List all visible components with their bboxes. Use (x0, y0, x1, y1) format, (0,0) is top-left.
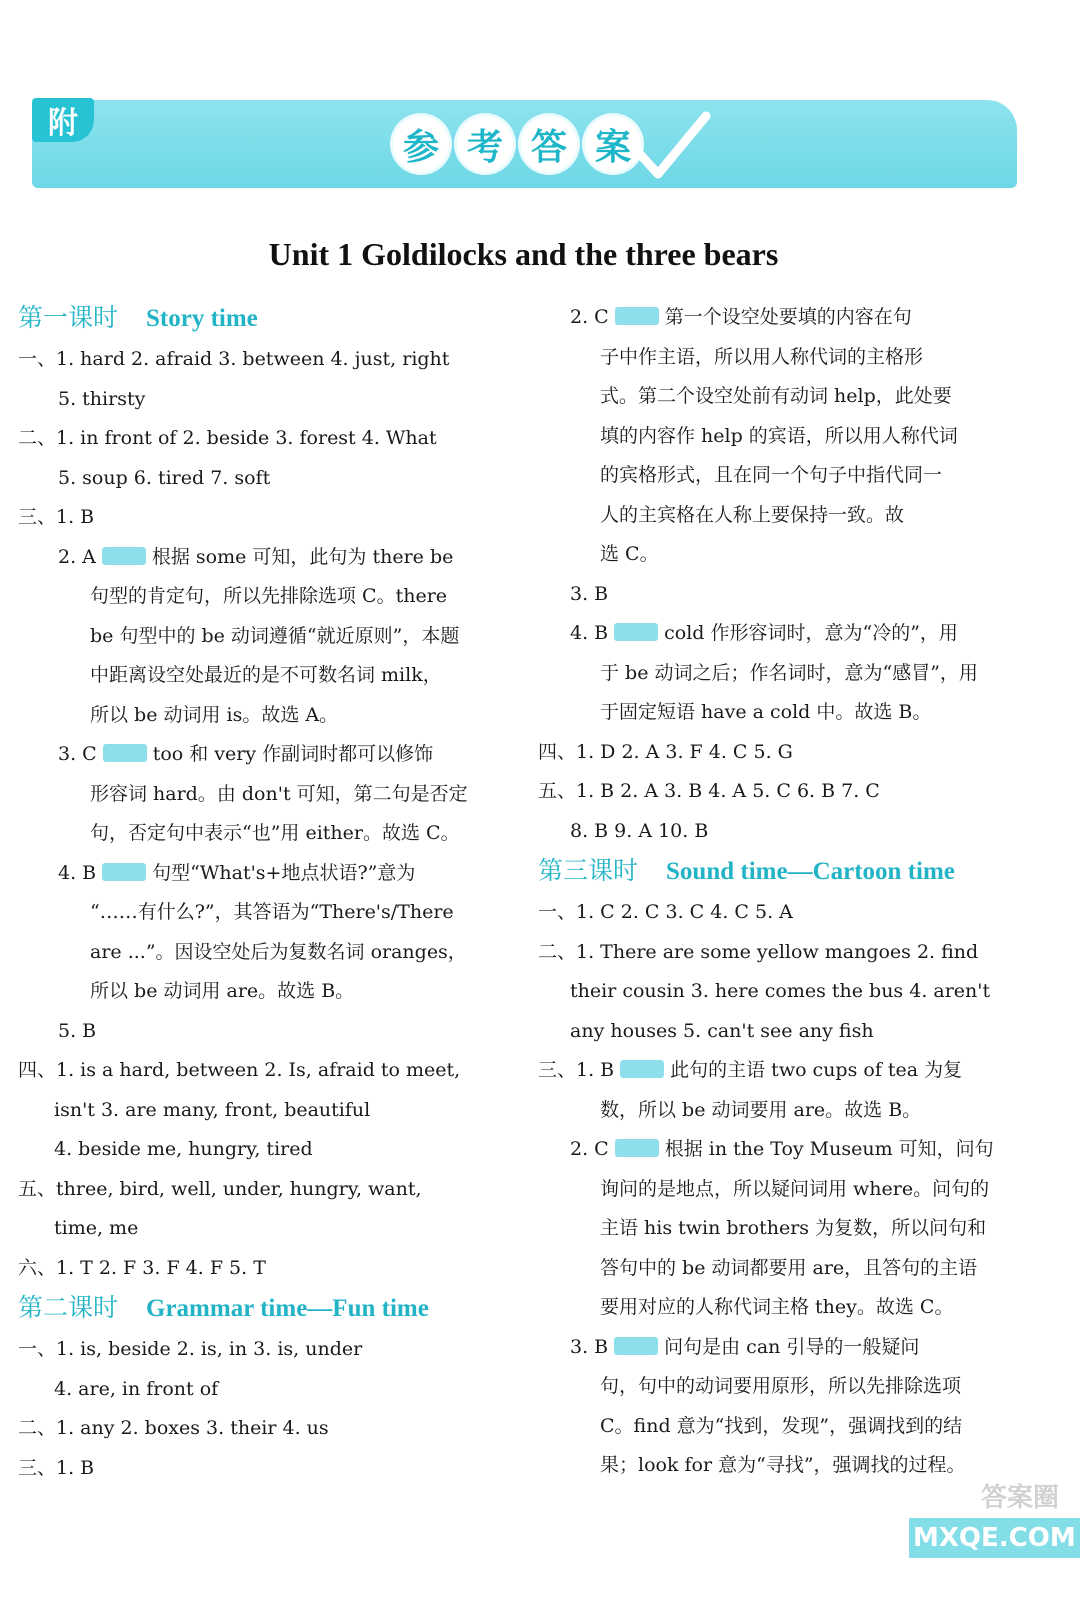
answer-line (538, 338, 1038, 378)
answer-line (538, 1170, 1038, 1210)
banner-char: 参 (393, 116, 449, 172)
answer-text: 选 C。 (600, 543, 659, 565)
answer-text: too 和 very 作副词时都可以修饰 (152, 743, 434, 765)
banner-char: 答 (521, 116, 577, 172)
watermark-top: 答案圈 (980, 1483, 1059, 1513)
answer-text: 4. beside me, hungry, tired (54, 1138, 313, 1160)
answer-text: 答句中的 be 动词都要用 are，且答句的主语 (600, 1256, 978, 1279)
section-heading (18, 1288, 518, 1330)
answer-line (18, 854, 518, 894)
answer-line (538, 893, 1038, 933)
checkmark-icon (632, 110, 712, 190)
answer-line (18, 893, 518, 933)
answer-text: 句，否定句中表示“也”用 either。故选 C。 (90, 822, 460, 844)
answer-text: 果；look for 意为“寻找”，强调找的过程。 (600, 1454, 966, 1476)
answer-text: 人的主宾格在人称上要保持一致。故 (600, 503, 905, 526)
answer-line (538, 812, 1038, 852)
answer-text: 所以 be 动词用 are。故选 B。 (90, 980, 355, 1002)
answer-line (18, 538, 518, 578)
answer-text: 所以 be 动词用 is。故选 A。 (90, 703, 339, 726)
section-heading-cn: 第一课时 (18, 305, 119, 332)
answer-text: 二、1. any 2. boxes 3. their 4. us (18, 1417, 329, 1439)
analysis-badge-icon (615, 1139, 659, 1157)
answer-line (18, 775, 518, 815)
unit-title: Unit 1 Goldilocks and the three bears (268, 236, 779, 272)
analysis-badge-icon (620, 1060, 664, 1078)
answer-text: 根据 some 可知，此句为 there be (151, 545, 454, 568)
answer-text: 于 be 动词之后；作名词时，意为“感冒”，用 (600, 661, 978, 684)
answer-text: 4. are, in front of (54, 1377, 219, 1400)
answer-number: 4. B (58, 861, 97, 884)
answer-line (18, 1209, 518, 1249)
answer-text: 一、1. hard 2. afraid 3. between 4. just, right (18, 348, 450, 370)
watermark-bottom: MXQE.COM (909, 1518, 1080, 1558)
answer-line (18, 577, 518, 617)
section-heading (18, 298, 518, 340)
answer-text: 式。第二个设空处前有动词 help，此处要 (600, 385, 952, 407)
analysis-badge-icon (614, 1337, 658, 1355)
answer-line (18, 656, 518, 696)
answer-text: 3. B (570, 582, 609, 605)
answer-line (18, 498, 518, 538)
answer-text: 第一个设空处要填的内容在句 (664, 306, 912, 328)
answer-line (18, 735, 518, 775)
answer-line (538, 614, 1038, 654)
answer-line (18, 933, 518, 973)
answer-line (538, 575, 1038, 615)
answer-number: 2. C (570, 1138, 609, 1160)
answer-line (18, 340, 518, 380)
answer-line (538, 377, 1038, 417)
answer-text: isn't 3. are many, front, beautiful (54, 1098, 371, 1121)
answer-line (18, 419, 518, 459)
answer-text: 句，句中的动词要用原形，所以先排除选项 (600, 1375, 962, 1397)
answer-number: 4. B (570, 622, 609, 644)
answer-text: 数，所以 be 动词要用 are。故选 B。 (600, 1098, 922, 1121)
answer-line (18, 617, 518, 657)
section-heading-en: Sound time—Cartoon time (666, 858, 955, 885)
answer-text: 五、three, bird, well, under, hungry, want, (18, 1177, 422, 1200)
banner-char: 考 (457, 116, 513, 172)
appendix-tab: 附 (32, 98, 94, 142)
answer-text: cold 作形容词时，意为“冷的”，用 (664, 622, 958, 644)
answer-line (538, 693, 1038, 733)
answer-line (538, 654, 1038, 694)
answer-line (538, 1130, 1038, 1170)
answer-text: 形容词 hard。由 don't 可知，第二句是否定 (90, 782, 468, 805)
answer-text: are ...”。因设空处后为复数名词 oranges， (90, 940, 467, 963)
answer-number: 2. A (58, 545, 96, 568)
answer-text: 句型的肯定句，所以先排除选项 C。there (90, 585, 448, 607)
answer-text: 中距离设空处最近的是不可数名词 milk， (90, 664, 442, 686)
analysis-badge-icon (614, 623, 658, 641)
answer-text: 一、1. C 2. C 3. C 4. C 5. A (538, 901, 793, 923)
answer-line (18, 1012, 518, 1052)
answer-line (18, 1130, 518, 1170)
answer-line (538, 772, 1038, 812)
answer-line (538, 1288, 1038, 1328)
answer-line (18, 380, 518, 420)
section-heading (538, 851, 1038, 893)
section-heading-cn: 第三课时 (538, 858, 639, 885)
answer-text: 主语 his twin brothers 为复数，所以问句和 (600, 1217, 987, 1239)
answer-line (538, 933, 1038, 973)
answer-line (18, 1449, 518, 1489)
answer-text: 5. thirsty (58, 387, 146, 410)
answer-line (538, 1209, 1038, 1249)
answer-line (538, 417, 1038, 457)
answer-line (538, 1407, 1038, 1447)
answer-text: 四、1. is a hard, between 2. Is, afraid to meet, (18, 1059, 461, 1081)
answer-text: 此句的主语 two cups of tea 为复 (670, 1059, 963, 1081)
answer-number: 2. C (570, 306, 609, 328)
answer-line (538, 1051, 1038, 1091)
answer-number: 3. C (58, 743, 97, 765)
answers-column-left (18, 298, 518, 1488)
answer-line (18, 972, 518, 1012)
answer-line (18, 1170, 518, 1210)
answer-line (18, 696, 518, 736)
answer-text: 三、1. B (18, 1456, 95, 1479)
answer-text: 二、1. in front of 2. beside 3. forest 4. What (18, 427, 437, 449)
banner-char: 案 (585, 116, 641, 172)
answer-line (18, 1091, 518, 1131)
answer-text: 一、1. is, beside 2. is, in 3. is, under (18, 1338, 363, 1360)
answers-column-right (538, 298, 1038, 1486)
analysis-badge-icon (102, 863, 146, 881)
answer-text: 问句是由 can 引导的一般疑问 (664, 1335, 920, 1358)
answer-text: 5. soup 6. tired 7. soft (58, 466, 271, 489)
answer-line (538, 1249, 1038, 1289)
answer-line (538, 733, 1038, 773)
answer-line (538, 1367, 1038, 1407)
watermark (909, 1478, 1076, 1568)
answer-text: time, me (54, 1217, 139, 1239)
answer-line (18, 1409, 518, 1449)
banner-title (393, 116, 641, 176)
answer-text: 二、1. There are some yellow mangoes 2. find (538, 940, 979, 963)
answer-line (18, 1330, 518, 1370)
answer-line (538, 972, 1038, 1012)
answer-number: 三、1. B (538, 1059, 615, 1081)
answer-text: “……有什么?”，其答语为“There's/There (90, 901, 454, 923)
section-heading-en: Story time (146, 305, 258, 332)
answer-text: 三、1. B (18, 506, 95, 528)
answer-line (538, 1012, 1038, 1052)
answer-text: their cousin 3. here comes the bus 4. aren't (570, 980, 991, 1002)
answer-line (538, 456, 1038, 496)
analysis-badge-icon (615, 307, 659, 325)
answer-text: 的宾格形式，且在同一个句子中指代同一 (600, 464, 943, 486)
answer-line (538, 1328, 1038, 1368)
section-heading-cn: 第二课时 (18, 1295, 119, 1322)
answer-text: 8. B 9. A 10. B (570, 819, 709, 842)
answer-line (18, 459, 518, 499)
answer-line (538, 1091, 1038, 1131)
answer-line (18, 1370, 518, 1410)
answer-text: 四、1. D 2. A 3. F 4. C 5. G (538, 740, 793, 763)
answer-text: 根据 in the Toy Museum 可知，问句 (664, 1138, 994, 1160)
answer-text: 句型“What's+地点状语?”意为 (152, 861, 416, 884)
answer-line (18, 1051, 518, 1091)
answer-text: 五、1. B 2. A 3. B 4. A 5. C 6. B 7. C (538, 780, 880, 802)
answer-line (18, 1249, 518, 1289)
answer-text: 于固定短语 have a cold 中。故选 B。 (600, 701, 932, 723)
answer-text: be 句型中的 be 动词遵循“就近原则”，本题 (90, 624, 460, 647)
answer-text: 要用对应的人称代词主格 they。故选 C。 (600, 1296, 954, 1318)
answer-text: C。find 意为“找到，发现”，强调找到的结 (600, 1414, 963, 1437)
answer-text: any houses 5. can't see any fish (570, 1019, 874, 1042)
answer-text: 填的内容作 help 的宾语，所以用人称代词 (600, 424, 958, 447)
analysis-badge-icon (102, 547, 146, 565)
answer-text: 5. B (58, 1019, 97, 1042)
analysis-badge-icon (103, 744, 147, 762)
answer-line (538, 535, 1038, 575)
answer-text: 询问的是地点，所以疑问词用 where。问句的 (600, 1177, 990, 1200)
answer-text: 子中作主语，所以用人称代词的主格形 (600, 345, 924, 368)
answer-line (538, 496, 1038, 536)
section-heading-en: Grammar time—Fun time (146, 1295, 429, 1322)
answer-line (538, 298, 1038, 338)
answer-number: 3. B (570, 1335, 609, 1358)
answer-line (18, 814, 518, 854)
answer-text: 六、1. T 2. F 3. F 4. F 5. T (18, 1256, 266, 1279)
